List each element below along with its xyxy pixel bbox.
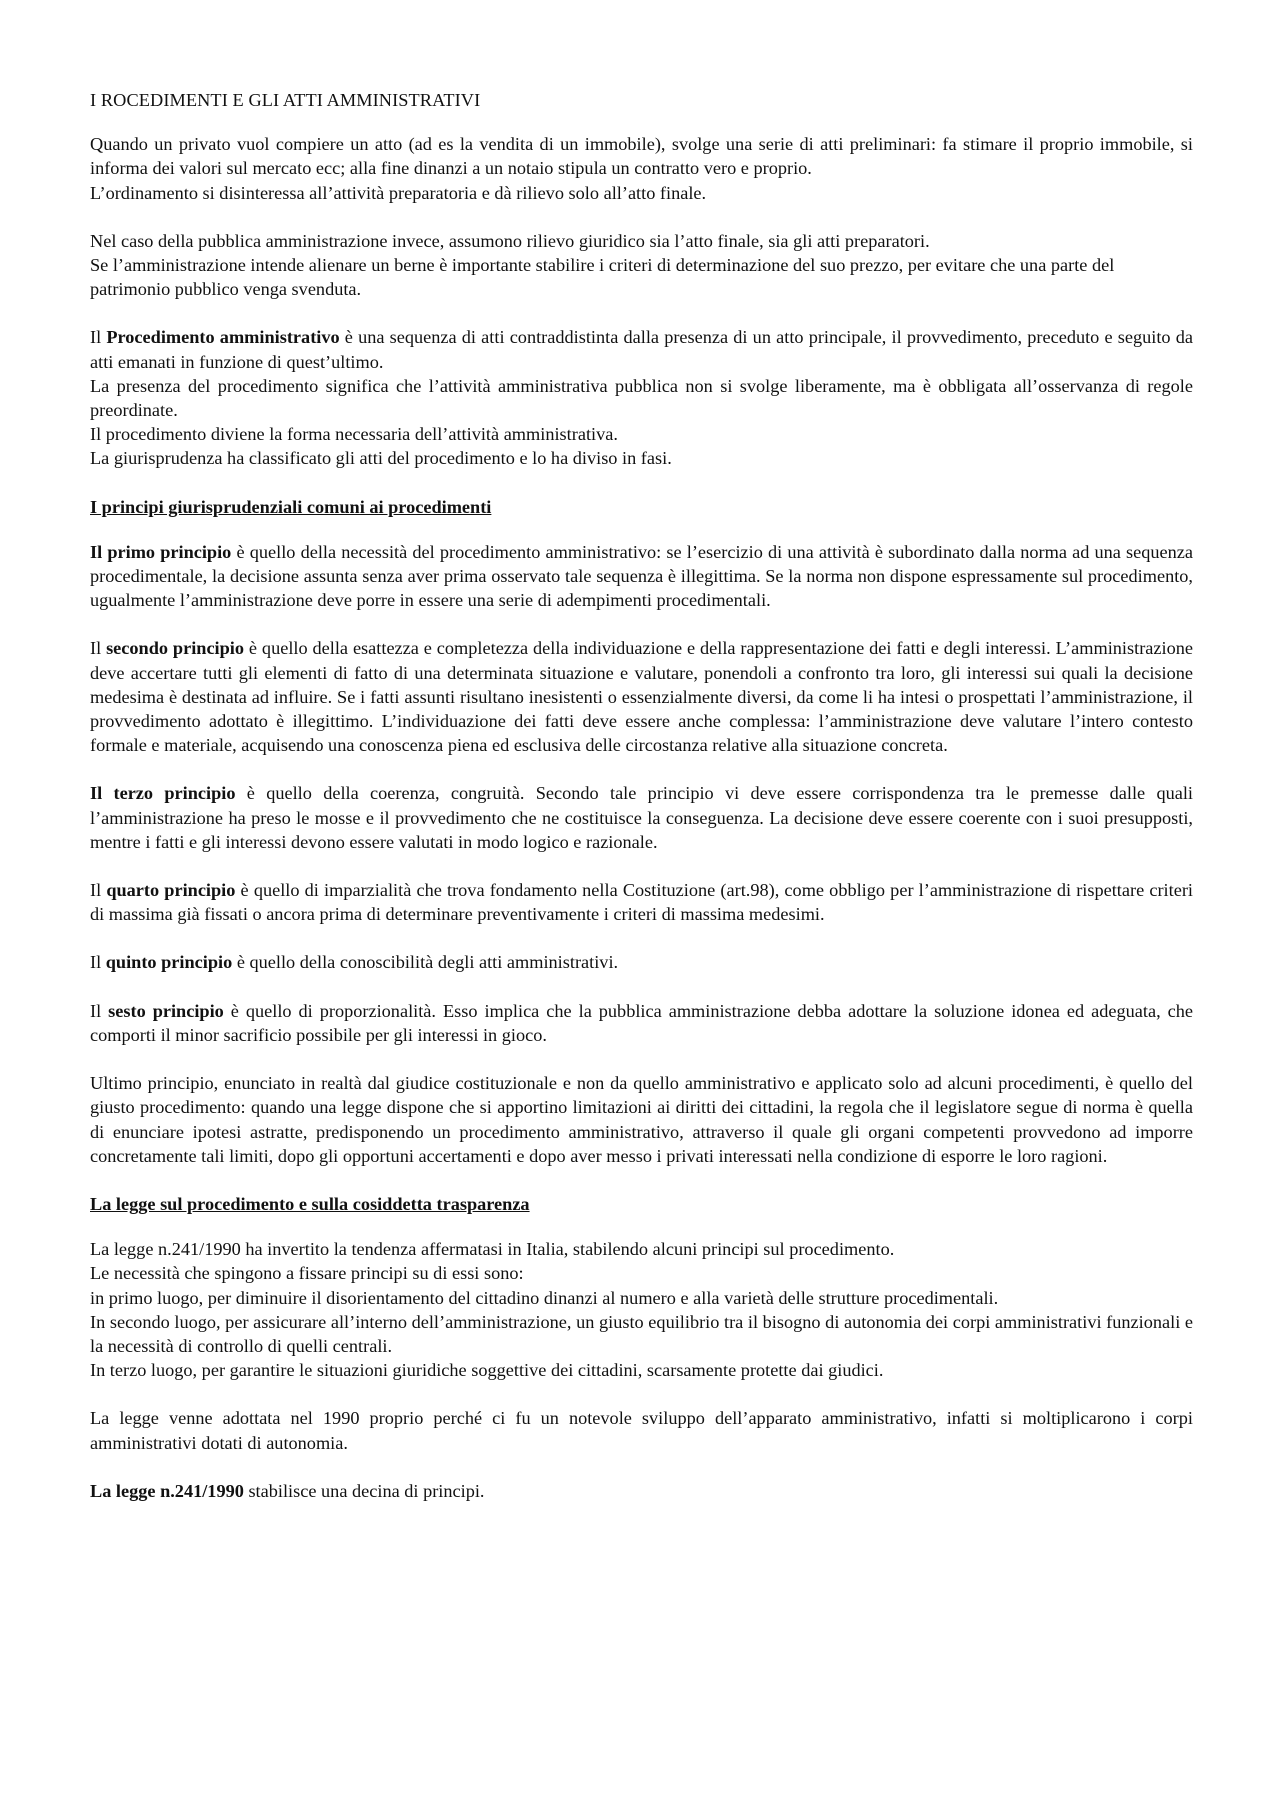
text-lead: Il [90,327,107,348]
section-heading-legge: La legge sul procedimento e sulla cosiddetta trasparenza [90,1193,530,1214]
text-rest: è quello della necessità del procedimento amministrativo: se l’esercizio di una attività è subordinato dalla norma ad una sequenza procedimentale, la decisione assunta senza aver prima osservato tale sequenza è illegittima. Se la norma non dispone espressamente sul procedimento, ugualmente l’amministrazione deve porre in essere una serie di adempimenti procedimentali. [90,541,1194,611]
text-line: In secondo luogo, per assicurare all’interno dell’amministrazione, un giusto equilibrio tra il bisogno di autonomia dei corpi amministrativi funzionali e la necessità di controllo di quelli centrali. [90,1311,1193,1356]
text-line: in primo luogo, per diminuire il disorientamento del cittadino dinanzi al numero e alla varietà delle strutture procedimentali. [90,1287,999,1308]
bold-term: quinto principio [105,952,233,973]
paragraph-principle-4 [90,878,1193,926]
text-lead: Il [90,880,107,901]
text-line: Nel caso della pubblica amministrazione invece, assumono rilievo giuridico sia l’atto finale, sia gli atti preparatori. [90,230,930,251]
bold-term: Procedimento amministrativo [106,327,340,348]
text-line: Il procedimento diviene la forma necessaria dell’attività amministrativa. [90,424,618,445]
text-rest: è una sequenza di atti contraddistinta dalla presenza di un atto principale, il provvedimento, preceduto e seguito da atti emanati in funzione di quest’ultimo. [90,327,1193,372]
text-rest: è quello di imparzialità che trova fondamento nella Costituzione (art.98), come obbligo per l’amministrazione di rispettare criteri di massima già fissati o ancora prima di determinare preventivamente i criteri di massima medesimi. [90,880,1193,925]
bold-term: La legge n.241/1990 [90,1480,244,1501]
paragraph-legge-241 [90,1237,1193,1382]
text-line: Le necessità che spingono a fissare principi su di essi sono: [90,1263,524,1284]
bold-term: sesto principio [108,1000,224,1021]
text-line: La legge n.241/1990 ha invertito la tendenza affermatasi in Italia, stabilendo alcuni principi sul procedimento. [90,1239,895,1260]
text-rest: stabilisce una decina di principi. [243,1480,485,1501]
text-line: La presenza del procedimento significa che l’attività amministrativa pubblica non si svolge liberamente, ma è obbligata all’osservanza di regole preordinate. [90,375,1193,421]
text-line: Quando un privato vuol compiere un atto (ad es la vendita di un immobile), svolge una serie di atti preliminari: fa stimare il proprio immobile, si informa dei valori sul mercato ecc; alla fine dinanzi a un notaio stipula un contratto vero e proprio. [90,134,1193,179]
text-rest: è quello della conoscibilità degli atti amministrativi. [232,952,619,973]
paragraph-procedimento [90,325,1193,470]
bold-term: Il primo principio [90,541,232,562]
paragraph-principle-5 [90,950,1193,974]
text-line: La giurisprudenza ha classificato gli atti del procedimento e lo ha diviso in fasi. [90,448,672,469]
bold-term: quarto principio [106,880,236,901]
paragraph-principle-3 [90,781,1193,854]
paragraph-public-administration [90,229,1193,302]
text-line: In terzo luogo, per garantire le situazioni giuridiche soggettive dei cittadini, scarsamente protette dai giudici. [90,1360,884,1381]
text-line: Se l’amministrazione intende alienare un berne è importante stabilire i criteri di determinazione del suo prezzo, per evitare che una parte del patrimonio pubblico venga svenduta. [90,255,1115,300]
text-lead: Il [90,638,107,659]
paragraph-principle-6 [90,999,1193,1047]
paragraph-principle-1 [90,540,1193,613]
paragraph-principle-2 [90,636,1193,757]
document-page [90,88,1193,1527]
text-lead: Il [90,1000,109,1021]
text-rest: è quello della esattezza e completezza della individuazione e della rappresentazione dei fatti e degli interessi. L’amministrazione deve accertare tutti gli elementi di fatto di una determinata situazione e valutare, ponendoli a confronto tra loro, gli interessi sui quali la decisione medesima è destinata ad influire. Se i fatti assunti risultano inesistenti o essenzialmente diversi, da come li ha intesi o prospettati l’amministrazione, il provvedimento adottato è illegittimo. L’individuazione dei fatti deve essere anche complessa: l’amministrazione deve valutare l’intero contesto formale e materiale, acquisendo una conoscenza piena ed esclusiva delle circostanza relative alla situazione concreta. [90,638,1193,756]
text-line: L’ordinamento si disinteressa all’attività preparatoria e dà rilievo solo all’atto finale. [90,182,707,203]
text-rest: è quello di proporzionalità. Esso implica che la pubblica amministrazione debba adottare la soluzione idonea ed adeguata, che comporti il minor sacrificio possibile per gli interessi in gioco. [90,1000,1193,1045]
bold-term: secondo principio [106,638,245,659]
paragraph-legge-1990: La legge venne adottata nel 1990 proprio perché ci fu un notevole sviluppo dell’apparato amministrativo, infatti si moltiplicarono i corpi amministrativi dotati di autonomia. [90,1408,1193,1453]
paragraph-decina-principi [90,1479,1193,1503]
section-heading-principi: I principi giurisprudenziali comuni ai procedimenti [90,496,492,517]
paragraph-private-act [90,132,1193,205]
bold-term: Il terzo principio [90,783,236,804]
paragraph-giusto-procedimento: Ultimo principio, enunciato in realtà dal giudice costituzionale e non da quello amministrativo e applicato solo ad alcuni procedimenti, è quello del giusto procedimento: quando una legge dispone che si apportino limitazioni ai diritti dei cittadini, la regola che il legislatore segue di norma è quella di enunciare ipotesi astratte, predisponendo un procedimento amministrativo, attraverso il quale gli organi competenti provvedono ad imporre concretamente tali limiti, dopo gli opportuni accertamenti e dopo aver messo i privati interessati nella condizione di esporre le loro ragioni. [90,1073,1193,1166]
text-line [90,325,1193,373]
text-lead: Il [90,952,106,973]
document-title: I ROCEDIMENTI E GLI ATTI AMMINISTRATIVI [90,90,481,110]
text-rest: è quello della coerenza, congruità. Secondo tale principio vi deve essere corrispondenza tra le premesse dalle quali l’amministrazione ha preso le mosse e il provvedimento che ne costituisce la conseguenza. La decisione deve essere coerente con i suoi presupposti, mentre i fatti e gli interessi devono essere valutati in modo logico e razionale. [90,783,1194,852]
